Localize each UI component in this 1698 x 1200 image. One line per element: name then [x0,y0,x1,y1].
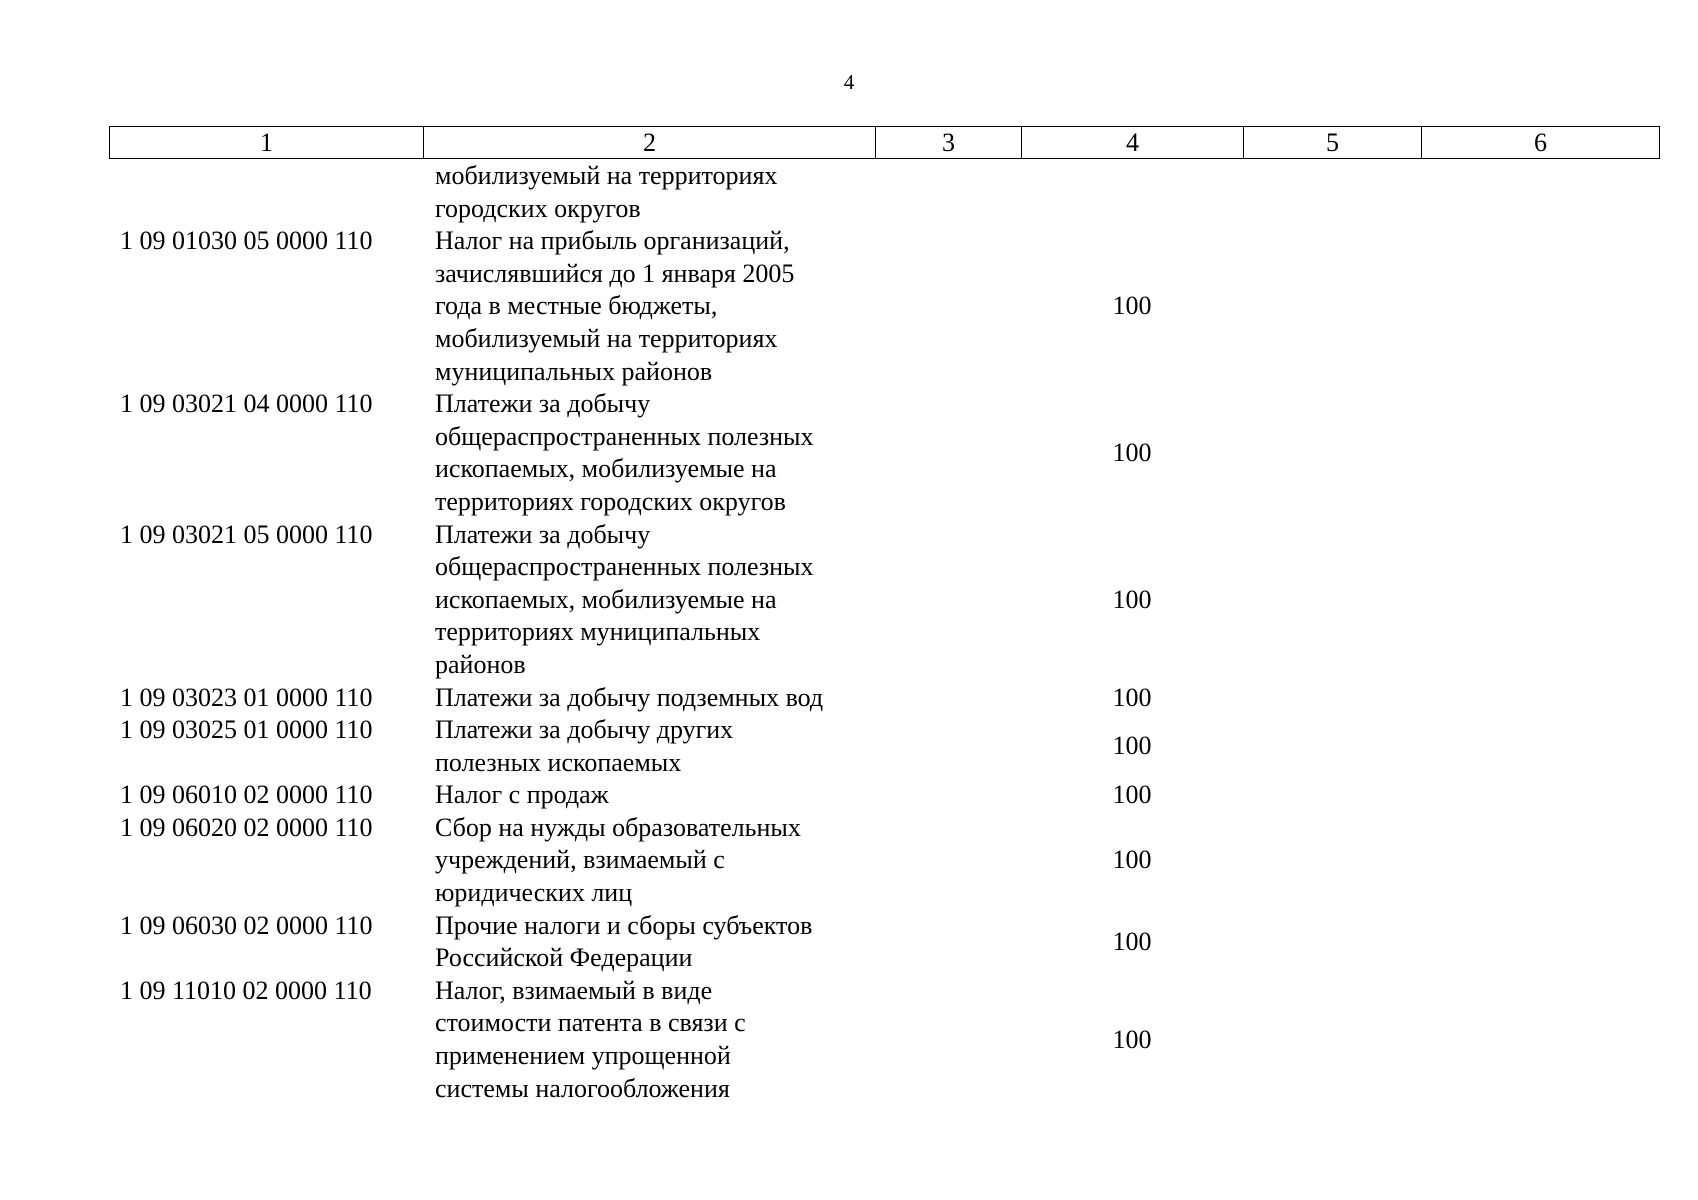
percentage-col4: 100 [1112,926,1152,956]
percentage-col5 [1243,779,1421,812]
revenue-name [423,812,875,910]
revenue-name [423,779,875,812]
column-header-2: 2 [424,127,876,159]
revenue-name [423,519,875,682]
revenue-name-line: года в местные бюджеты, [435,291,718,321]
revenue-name [423,714,875,779]
percentage-col3 [875,714,1021,779]
revenue-name-line: Платежи за добычу подземных вод [435,682,824,712]
revenue-name-line: городских округов [435,193,641,223]
percentage-col4: 100 [1112,1024,1152,1054]
revenue-name [423,910,875,975]
revenue-name [423,682,875,715]
table-row [109,910,1659,975]
percentage-col3 [875,225,1021,388]
revenue-name-line: Платежи за добычу других [435,715,734,745]
budget-classification-code: 1 09 01030 05 0000 110 [120,226,373,256]
percentage-col3 [875,682,1021,715]
percentage-col3 [875,975,1021,1105]
percentage-col3 [875,779,1021,812]
table-row [109,160,1659,225]
revenue-name-line: территориях городских округов [435,486,786,516]
revenue-name-line: Сбор на нужды образовательных [435,812,801,842]
percentage-col4: 100 [1112,845,1152,875]
table-row [109,225,1659,388]
percentage-col6 [1421,160,1659,225]
revenue-name-line: полезных ископаемых [435,747,682,777]
budget-classification-code: 1 09 06030 02 0000 110 [120,910,373,940]
budget-classification-code: 1 09 03025 01 0000 110 [120,715,373,745]
revenue-name-line: районов [435,649,526,679]
percentage-col4: 100 [1112,780,1152,810]
percentage-col6 [1421,388,1659,518]
column-header-6: 6 [1422,127,1660,159]
table-row [109,388,1659,518]
percentage-col3 [875,519,1021,682]
table-body [109,160,1659,1105]
percentage-col5 [1243,975,1421,1105]
table-row [109,682,1659,715]
revenue-name-line: применением упрощенной [435,1041,731,1071]
revenue-name [423,225,875,388]
table-row [109,975,1659,1105]
percentage-col6 [1421,682,1659,715]
revenue-name-line: Платежи за добычу [435,389,651,419]
budget-classification-code: 1 09 03023 01 0000 110 [120,682,373,712]
revenue-name-line: территориях муниципальных [435,617,761,647]
percentage-col6 [1421,519,1659,682]
revenue-code-table [109,160,1659,1105]
revenue-name-line: системы налогообложения [435,1073,730,1103]
percentage-col4: 100 [1112,584,1152,614]
budget-classification-code: 1 09 03021 05 0000 110 [120,519,373,549]
column-header-5: 5 [1244,127,1422,159]
percentage-col5 [1243,388,1421,518]
revenue-name-line: Платежи за добычу [435,519,651,549]
percentage-col4: 100 [1112,731,1152,761]
percentage-col5 [1243,812,1421,910]
revenue-name-line: муниципальных районов [435,356,713,386]
budget-classification-code: 1 09 03021 04 0000 110 [120,389,373,419]
revenue-name-line: Налог, взимаемый в виде [435,975,713,1005]
table-row [109,779,1659,812]
percentage-col6 [1421,714,1659,779]
revenue-name-line: мобилизуемый на территориях [435,323,778,353]
percentage-col5 [1243,225,1421,388]
budget-classification-code [109,160,423,225]
revenue-name-line: стоимости патента в связи с [435,1008,746,1038]
percentage-col6 [1421,975,1659,1105]
column-header-row [110,127,1660,159]
table-row [109,812,1659,910]
table-row [109,519,1659,682]
percentage-col5 [1243,160,1421,225]
percentage-col3 [875,910,1021,975]
percentage-col5 [1243,714,1421,779]
revenue-name-line: ископаемых, мобилизуемые на [435,454,777,484]
percentage-col5 [1243,910,1421,975]
percentage-col6 [1421,812,1659,910]
revenue-name-line: Российской Федерации [435,943,693,973]
percentage-col3 [875,812,1021,910]
column-header-3: 3 [876,127,1022,159]
budget-classification-code: 1 09 06010 02 0000 110 [120,780,373,810]
percentage-col4: 100 [1112,291,1152,321]
column-header-1: 1 [110,127,424,159]
page-number: 4 [843,70,855,94]
column-header-table [109,126,1660,159]
revenue-name-line: общераспространенных полезных [435,421,814,451]
budget-classification-code: 1 09 06020 02 0000 110 [120,812,373,842]
percentage-col4 [1021,160,1243,225]
percentage-col3 [875,160,1021,225]
revenue-name-line: мобилизуемый на территориях [435,161,778,190]
revenue-name-line: зачислявшийся до 1 января 2005 [435,258,795,288]
percentage-col4: 100 [1112,438,1152,468]
revenue-name-line: ископаемых, мобилизуемые на [435,584,777,614]
percentage-col5 [1243,519,1421,682]
revenue-name [423,160,875,225]
percentage-col6 [1421,910,1659,975]
column-header-4: 4 [1022,127,1244,159]
revenue-name-line: Прочие налоги и сборы субъектов [435,910,813,940]
budget-classification-code: 1 09 11010 02 0000 110 [120,975,372,1005]
percentage-col3 [875,388,1021,518]
percentage-col5 [1243,682,1421,715]
revenue-name-line: учреждений, взимаемый с [435,845,725,875]
percentage-col4: 100 [1112,682,1152,712]
revenue-name-line: общераспространенных полезных [435,552,814,582]
revenue-name-line: Налог с продаж [435,780,609,810]
revenue-name [423,388,875,518]
revenue-name [423,975,875,1105]
percentage-col6 [1421,779,1659,812]
revenue-name-line: Налог на прибыль организаций, [435,226,790,256]
table-row [109,714,1659,779]
revenue-name-line: юридических лиц [435,878,633,908]
percentage-col6 [1421,225,1659,388]
